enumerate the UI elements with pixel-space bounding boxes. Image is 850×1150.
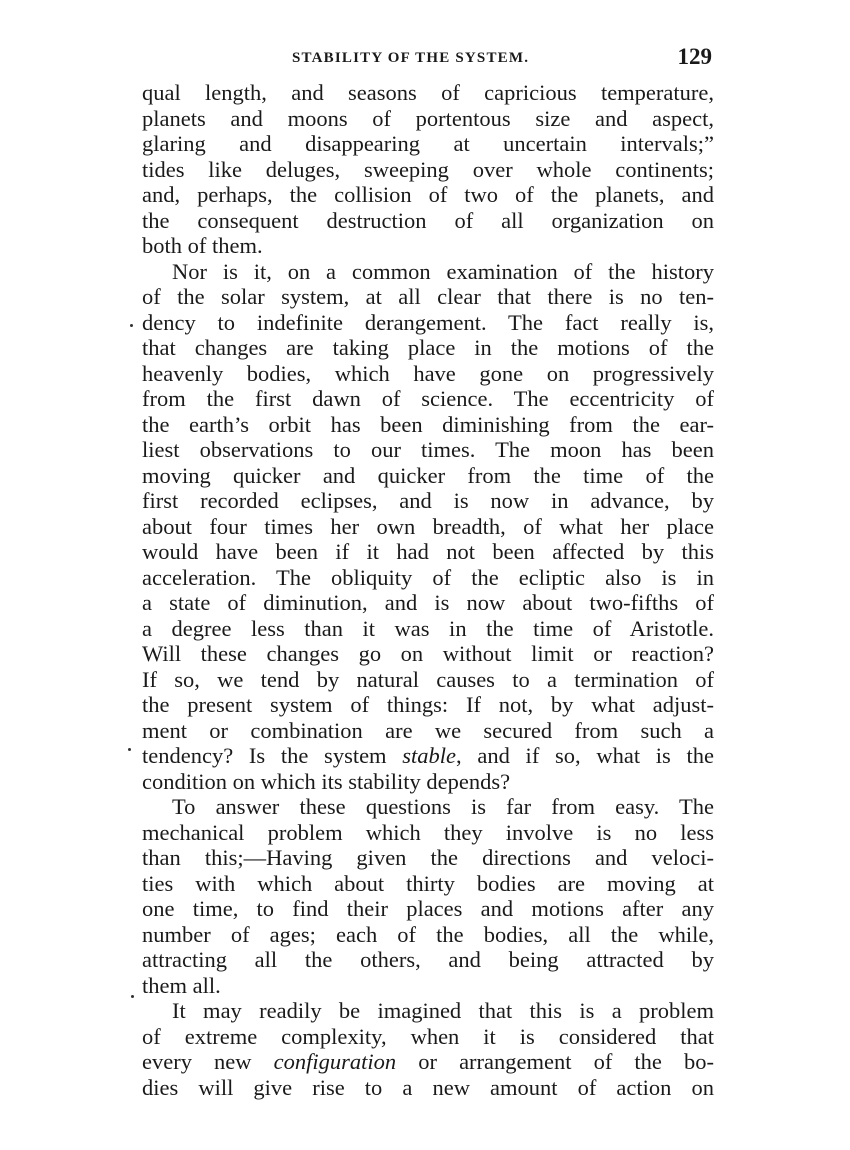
text-line: both of them. [142,233,263,258]
text-line: glaring and disappearing at uncertain intervals;” [142,131,714,156]
text-line: Will these changes go on without limit or reaction? [142,641,714,666]
running-title: STABILITY OF THE SYSTEM. [292,50,530,66]
text-line: planets and moons of portentous size and aspect, [142,105,714,131]
text-line: To answer these questions is far from easy. The [172,794,714,819]
text-line: first recorded eclipses, and is now in advance, by [142,488,714,513]
text-line: would have been if it had not been affected by this [142,539,714,564]
text-line: dies will give rise to a new amount of action on [142,1074,714,1100]
text-line: mechanical problem which they involve is no less [142,819,714,845]
margin-speck [131,995,134,998]
page-number: 129 [677,44,712,69]
text-line: It may readily be imagined that this is a problem [172,998,714,1023]
text-line: acceleration. The obliquity of the ecliptic also is in [142,564,714,590]
page-header [140,44,712,74]
text-line: one time, to find their places and motions after any [142,896,714,921]
text-line: a state of diminution, and is now about two-fifths of [142,590,714,615]
text-line: number of ages; each of the bodies, all the while, [142,921,714,947]
text-line: of the solar system, at all clear that there is no ten- [142,284,714,309]
text-line: a degree less than it was in the time of Aristotle. [142,615,714,641]
text-line: attracting all the others, and being attracted by [142,947,714,972]
text-line: Nor is it, on a common examination of the history [172,258,714,284]
text-line: the present system of things: If not, by what adjust- [142,692,714,717]
text-line: heavenly bodies, which have gone on progressively [142,360,714,386]
text-line: every new configuration or arrangement of the bo- [142,1049,714,1074]
text-line: ment or combination are we secured from such a [142,717,714,743]
italic-word: stable [402,743,457,768]
text-line: dency to indefinite derangement. The fact really is, [142,309,714,335]
text-line: If so, we tend by natural causes to a termination of [142,666,714,692]
text-line: condition on which its stability depends? [142,768,511,794]
text-line: from the first dawn of science. The eccentricity of [142,386,714,411]
text-line: about four times her own breadth, of what her place [142,513,714,539]
text-line: qual length, and seasons of capricious temperature, [142,80,714,105]
margin-speck [128,748,131,751]
text-line: of extreme complexity, when it is considered that [142,1023,714,1049]
body-text [142,80,714,1100]
text-line: tendency? Is the system stable, and if so, what is the [142,743,715,768]
text-line: the earth’s orbit has been diminishing from the ear- [142,411,714,437]
text-line: tides like deluges, sweeping over whole continents; [142,156,714,182]
text-line: than this;—Having given the directions and veloci- [142,845,714,870]
italic-word: configuration [273,1049,397,1074]
text-line: the consequent destruction of all organization on [142,207,714,233]
text-line: that changes are taking place in the motions of the [142,335,714,360]
margin-speck [130,324,133,327]
text-line: moving quicker and quicker from the time of the [142,462,714,488]
text-line: ties with which about thirty bodies are moving at [142,870,714,896]
text-line: them all. [142,972,221,998]
text-line: and, perhaps, the collision of two of the planets, and [142,182,714,207]
text-line: liest observations to our times. The moon has been [142,437,714,462]
